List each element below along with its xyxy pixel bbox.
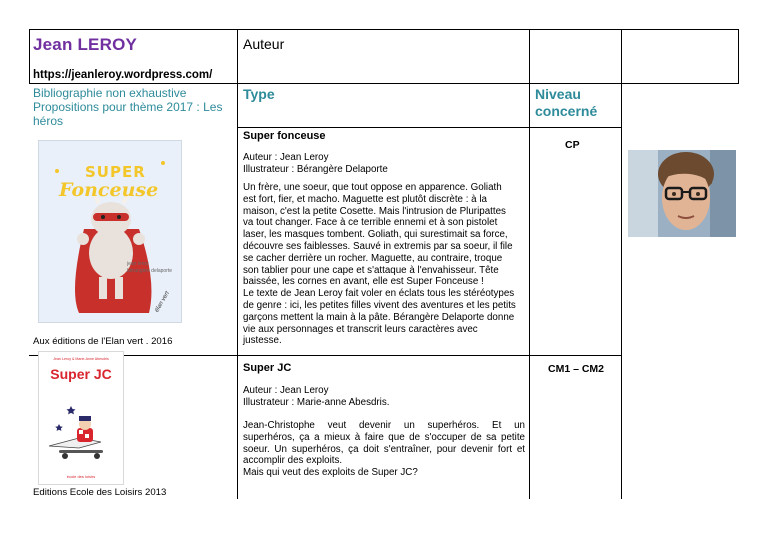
book-publisher: Aux éditions de l'Elan vert . 2016 xyxy=(33,336,173,347)
niveau-line: Niveau xyxy=(535,86,581,102)
description-line: son tablier pour une cape et s'attaque à l'envahisseur. Tête xyxy=(243,264,499,276)
description-line: Un frère, une soeur, que tout oppose en apparence. Goliath xyxy=(243,182,502,193)
cover-title: Super JC xyxy=(50,366,112,382)
book-author-line: Auteur : Jean Leroy xyxy=(243,385,329,396)
bibliography-line: héros xyxy=(33,114,64,128)
book-title: Super JC xyxy=(243,362,292,374)
book-credits xyxy=(243,385,389,409)
description-line: Jean-Christophe veut devenir un superhéros. Et un xyxy=(243,420,525,431)
grid-line xyxy=(29,83,739,84)
grid-line xyxy=(237,127,621,128)
description-line: se cacher derrière un rocher. Maguette, au contraire, troque xyxy=(243,252,503,264)
cover-publisher-mark: école des loisirs xyxy=(66,474,96,479)
description-line: de genre : ici, les petites filles vivent des aventures et les petits xyxy=(243,299,516,311)
bibliography-note xyxy=(33,86,238,128)
description-line: accomplir des exploits. xyxy=(243,455,343,467)
cover-publisher-mark: élan vert xyxy=(154,290,171,314)
book-level: CM1 – CM2 xyxy=(548,363,605,375)
description-line: maison, c'est la petite Cosette. Mais l'intrusion de Pluripattes xyxy=(243,205,506,217)
description-line: vie aux personnages et transcrit leurs caractères avec xyxy=(243,323,478,335)
description-line: va tout changer. Face à ce terrible ennemi et à son pistolet xyxy=(243,217,498,229)
niveau-line: concerné xyxy=(535,103,598,119)
grid-line xyxy=(529,29,530,499)
book-cover-super-jc xyxy=(38,351,124,485)
cover-illustration xyxy=(39,388,123,474)
description-line: superhéros, ça a mieux à faire que de s'occuper de sa petite xyxy=(243,431,525,443)
grid-line xyxy=(621,29,622,499)
cover-title-fonceuse: Fonceuse xyxy=(59,179,159,201)
auteur-column-header: Auteur xyxy=(243,36,285,52)
description-line: garçons mettent la main à la pâte. Bérangère Delaporte donne xyxy=(243,311,515,323)
description-line: soeur. Un superhéros, ça doit s'entraîner, pour devenir fort et xyxy=(243,443,525,455)
book-credits xyxy=(243,152,388,176)
grid-line xyxy=(29,29,30,83)
author-website-link[interactable]: https://jeanleroy.wordpress.com/ xyxy=(33,69,213,81)
book-title: Super fonceuse xyxy=(243,130,326,142)
description-line: laser, les masques tombent. Goliath, qui surestimait sa force, xyxy=(243,229,508,241)
book-author-line: Auteur : Jean Leroy xyxy=(243,152,329,163)
type-column-header: Type xyxy=(243,86,275,102)
description-line: découvre ses faiblesses. Sauvé in extremis par sa soeur, il file xyxy=(243,240,513,252)
book-illustrator-line: Illustrateur : Bérangère Delaporte xyxy=(243,163,388,175)
book-publisher: Editions Ecole des Loisirs 2013 xyxy=(33,487,167,498)
grid-line xyxy=(29,29,739,30)
cover-credit-line: jean leroy xyxy=(127,261,149,267)
book-cover-super-fonceuse xyxy=(38,140,182,323)
description-line: baissée, les cornes en avant, elle est Super Fonceuse ! xyxy=(243,276,484,288)
cover-credits: Jean Leroy & Marie-Anne Abesdris xyxy=(53,357,109,361)
book-level: CP xyxy=(565,139,580,151)
cover-credits xyxy=(127,261,172,275)
author-portrait xyxy=(628,150,736,237)
bibliography-line: Propositions pour thème 2017 : Les xyxy=(33,100,223,114)
book-description xyxy=(243,182,527,347)
description-line: Mais qui veut des exploits de Super JC? xyxy=(243,467,418,479)
cover-title-super: SUPER xyxy=(85,163,146,181)
description-line: Le texte de Jean Leroy fait voler en éclats tous les stéréotypes xyxy=(243,288,515,300)
cover-credit-line: bérangère delaporte xyxy=(127,268,173,274)
description-line: justesse. xyxy=(243,335,282,347)
author-name: Jean LEROY xyxy=(33,35,138,54)
book-illustrator-line: Illustrateur : Marie-anne Abesdris. xyxy=(243,396,390,408)
niveau-column-header xyxy=(535,86,597,120)
bibliography-line: Bibliographie non exhaustive xyxy=(33,86,187,100)
book-description xyxy=(243,420,525,479)
grid-line xyxy=(738,29,739,83)
author-photo xyxy=(628,150,736,237)
description-line: est fort, fier, et macho. Maguette est plutôt discrète : à la xyxy=(243,193,487,205)
